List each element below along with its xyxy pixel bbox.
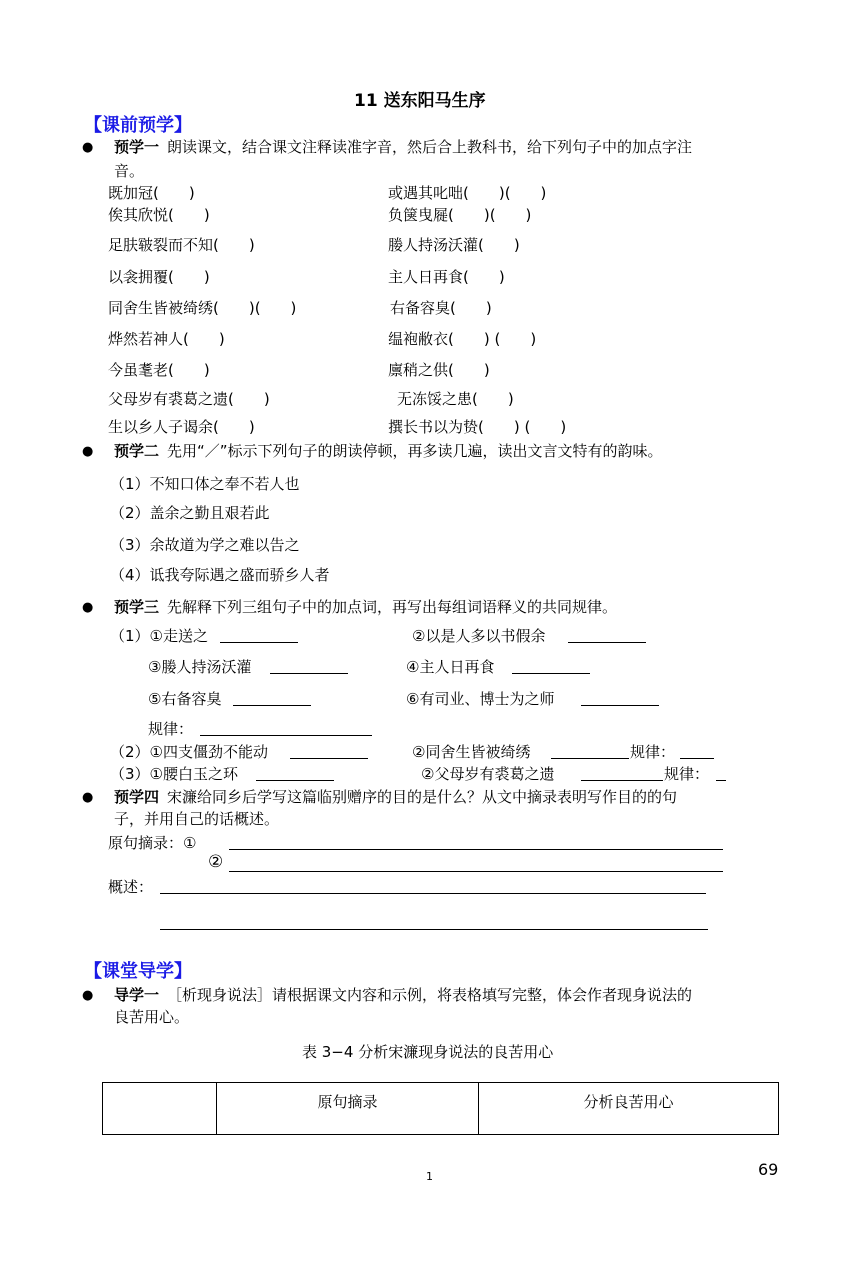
yx2-label: 预学二 <box>114 442 160 460</box>
answer-blank[interactable] <box>680 758 714 759</box>
yx1-item: 右备容臭( ) <box>390 299 492 317</box>
section-heading-classroom: 【课堂导学】 <box>84 961 192 982</box>
yx1-item: 生以乡人子谒余( ) <box>108 418 255 436</box>
yx4-text-cont: 子，并用自己的话概述。 <box>114 810 280 828</box>
answer-blank[interactable] <box>290 758 368 759</box>
yx4-text: 宋濂给同乡后学写这篇临别赠序的目的是什么？从文中摘录表明写作目的的句 <box>167 788 678 806</box>
answer-blank[interactable] <box>220 642 298 643</box>
yx3-g2-rule: 规律： <box>630 743 676 761</box>
answer-blank[interactable] <box>160 929 708 930</box>
yx3-g3-a: （3）①腰白玉之环 <box>110 765 238 783</box>
bullet-icon: ● <box>82 444 94 459</box>
yx3-g1-e: ⑤右备容臭 <box>148 690 222 708</box>
bullet-icon: ● <box>82 140 94 155</box>
analysis-table <box>102 1082 779 1135</box>
yx1-item: 廪稍之供( ) <box>388 361 490 379</box>
dx1-text-cont: 良苦用心。 <box>114 1008 190 1026</box>
footer-small-number: 1 <box>426 1170 433 1183</box>
dx1-label: 导学一 <box>114 986 160 1004</box>
answer-blank[interactable] <box>512 673 590 674</box>
answer-blank[interactable] <box>200 735 372 736</box>
yx3-label: 预学三 <box>114 598 160 616</box>
yx3-g1-a: （1）①走送之 <box>110 627 208 645</box>
answer-blank[interactable] <box>581 705 659 706</box>
yx3-g1-d: ④主人日再食 <box>406 658 495 676</box>
yx1-item: 或遇其叱咄( )( ) <box>388 184 547 202</box>
yx1-item: 俟其欣悦( ) <box>108 206 210 224</box>
yx4-summary-label: 概述： <box>108 878 154 896</box>
yx3-g2-b: ②同舍生皆被绮绣 <box>412 743 531 761</box>
table-header-cell: 分析良苦用心 <box>479 1083 779 1135</box>
yx1-item: 缊袍敝衣( ) ( ) <box>388 330 537 348</box>
bullet-icon: ● <box>82 988 94 1003</box>
answer-blank[interactable] <box>270 673 348 674</box>
yx3-g1-c: ③媵人持汤沃灌 <box>148 658 252 676</box>
table-header-cell: 原句摘录 <box>217 1083 479 1135</box>
yx2-item: （1）不知口体之奉不若人也 <box>110 475 300 493</box>
yx3-g3-b: ②父母岁有裘葛之遗 <box>421 765 555 783</box>
yx1-item: 以衾拥覆( ) <box>108 268 210 286</box>
dx1-heading <box>114 984 692 1005</box>
yx1-text: 朗读课文，结合课文注释读准字音，然后合上教科书，给下列句子中的加点字注 <box>167 138 693 156</box>
yx1-item: 足肤皲裂而不知( ) <box>108 236 255 254</box>
table-header-cell <box>103 1083 217 1135</box>
yx3-g2-a: （2）①四支僵劲不能动 <box>110 743 268 761</box>
yx2-item: （4）诋我夸际遇之盛而骄乡人者 <box>110 566 330 584</box>
yx1-item: 负箧曳屣( )( ) <box>388 206 532 224</box>
yx1-text-cont: 音。 <box>114 162 145 180</box>
answer-blank[interactable] <box>568 642 646 643</box>
yx1-item: 既加冠( ) <box>108 184 195 202</box>
yx1-item: 媵人持汤沃灌( ) <box>388 236 520 254</box>
yx3-g1-b: ②以是人多以书假余 <box>412 627 546 645</box>
yx1-item: 今虽耄老( ) <box>108 361 210 379</box>
yx3-g1-rule: 规律： <box>148 720 194 738</box>
yx2-item: （2）盖余之勤且艰若此 <box>110 504 270 522</box>
table-row <box>103 1083 779 1135</box>
yx1-heading <box>114 136 692 157</box>
yx2-heading <box>114 440 663 461</box>
answer-blank[interactable] <box>256 780 334 781</box>
yx2-text: 先用“／”标示下列句子的朗读停顿，再多读几遍，读出文言文特有的韵味。 <box>167 442 663 460</box>
yx3-text: 先解释下列三组句子中的加点词，再写出每组词语释义的共同规律。 <box>167 598 618 616</box>
dx1-text: ［析现身说法］请根据课文内容和示例，将表格填写完整，体会作者现身说法的 <box>167 986 693 1004</box>
yx1-item: 无冻馁之患( ) <box>397 390 514 408</box>
yx3-g1-f: ⑥有司业、博士为之师 <box>406 690 555 708</box>
bullet-icon: ● <box>82 600 94 615</box>
answer-blank[interactable] <box>551 758 629 759</box>
section-heading-preview: 【课前预学】 <box>84 115 192 136</box>
bullet-icon: ● <box>82 790 94 805</box>
page-number: 69 <box>758 1160 779 1179</box>
yx4-label: 预学四 <box>114 788 160 806</box>
yx1-item: 父母岁有裘葛之遗( ) <box>108 390 270 408</box>
yx3-heading <box>114 596 617 617</box>
answer-blank[interactable] <box>233 705 311 706</box>
yx4-heading <box>114 786 677 807</box>
yx4-quote-2: ② <box>208 852 224 872</box>
yx1-label: 预学一 <box>114 138 160 156</box>
yx4-quote-label: 原句摘录：① <box>108 834 197 852</box>
answer-blank[interactable] <box>716 780 726 781</box>
yx1-item: 烨然若神人( ) <box>108 330 225 348</box>
yx3-g3-rule: 规律： <box>664 765 710 783</box>
yx2-item: （3）余故道为学之难以告之 <box>110 536 300 554</box>
yx1-item: 同舍生皆被绮绣( )( ) <box>108 299 297 317</box>
answer-blank[interactable] <box>229 871 723 872</box>
answer-blank[interactable] <box>160 893 706 894</box>
yx1-item: 主人日再食( ) <box>388 268 505 286</box>
page-title: 11 送东阳马生序 <box>354 91 486 111</box>
answer-blank[interactable] <box>581 780 663 781</box>
table-caption: 表 3−4 分析宋濂现身说法的良苦用心 <box>302 1043 554 1061</box>
yx1-item: 撰长书以为贽( ) ( ) <box>388 418 567 436</box>
answer-blank[interactable] <box>229 849 723 850</box>
